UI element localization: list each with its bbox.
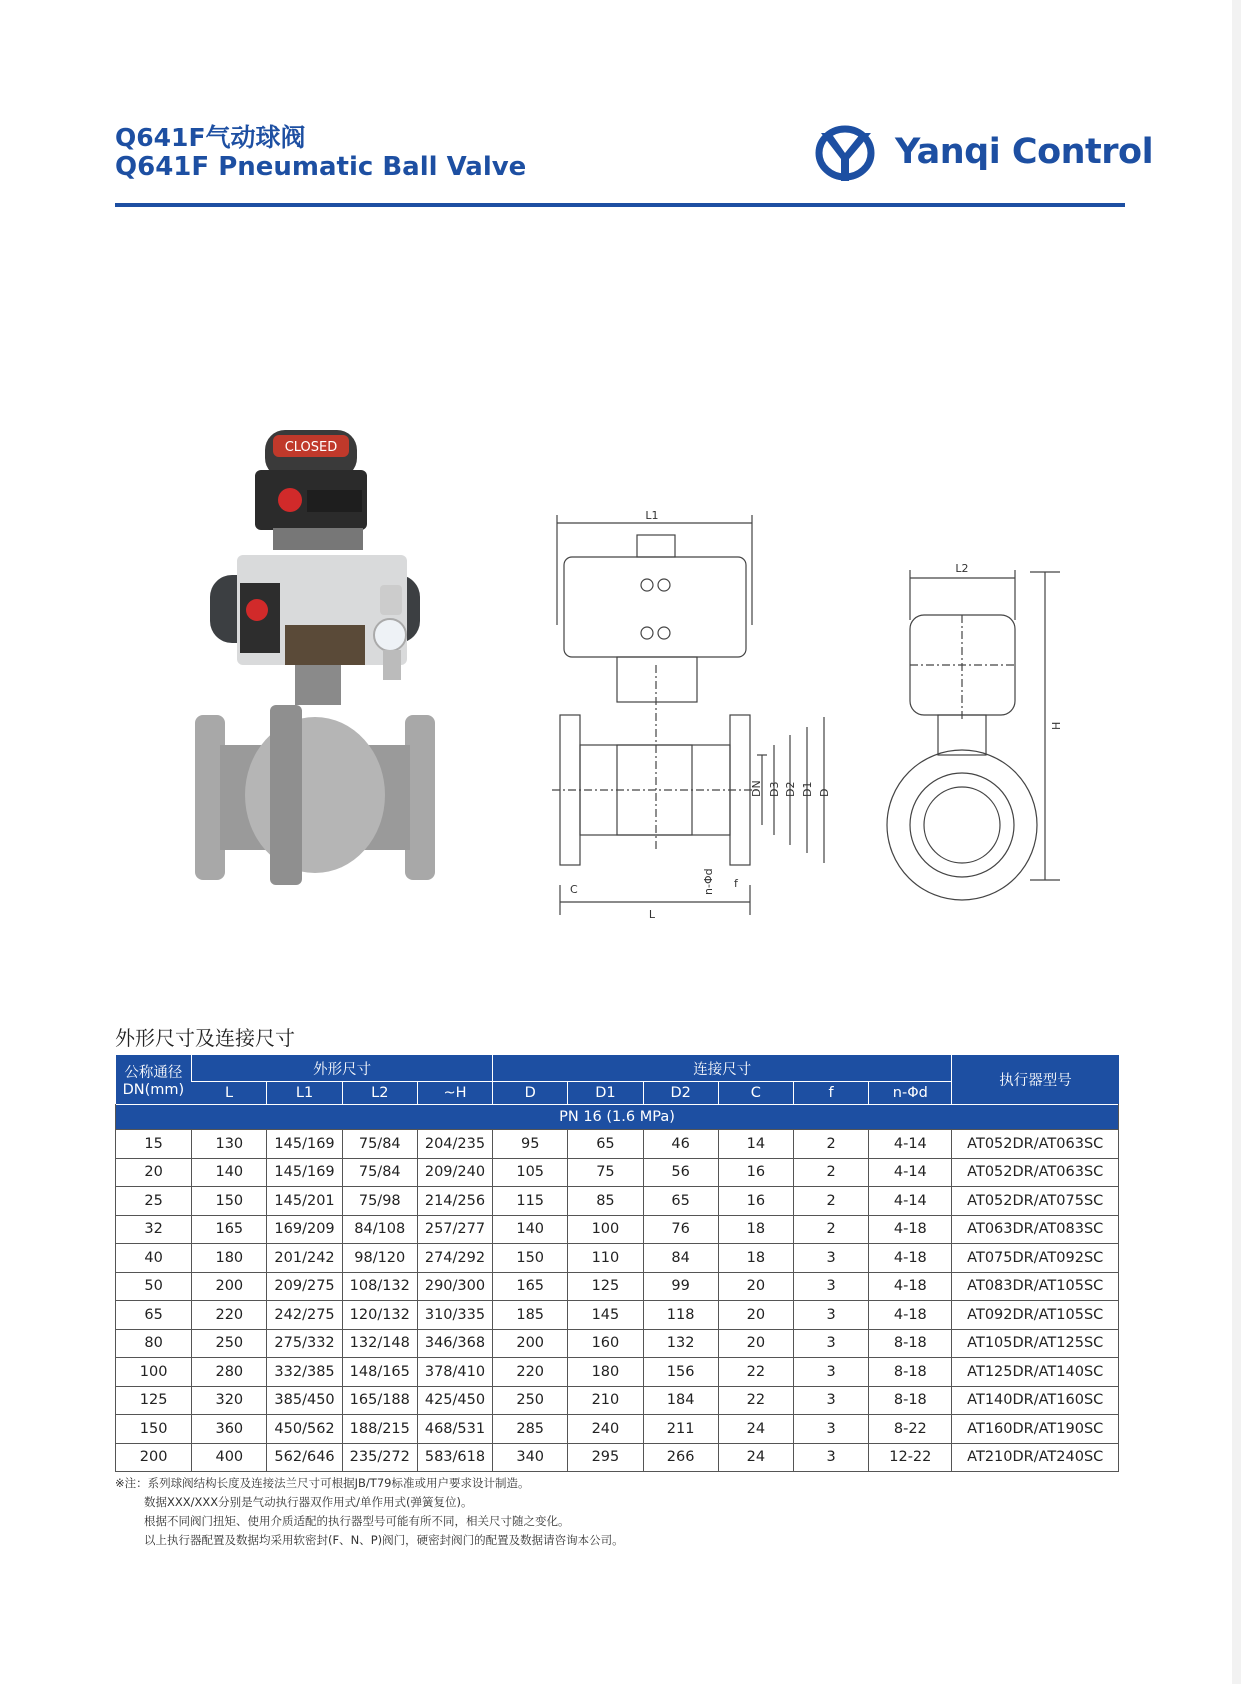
table-cell: 76 xyxy=(643,1215,718,1244)
header-connection-group: 连接尺寸 xyxy=(493,1055,952,1082)
table-cell: 16 xyxy=(718,1187,793,1216)
table-cell: 583/618 xyxy=(417,1443,492,1472)
table-cell: 4-14 xyxy=(869,1158,952,1187)
table-cell: 130 xyxy=(192,1130,267,1159)
table-cell: AT052DR/AT075SC xyxy=(952,1187,1119,1216)
table-cell: 562/646 xyxy=(267,1443,342,1472)
table-cell: 40 xyxy=(116,1244,192,1273)
table-cell: 22 xyxy=(718,1386,793,1415)
table-cell: 32 xyxy=(116,1215,192,1244)
pressure-row: PN 16 (1.6 MPa) xyxy=(116,1105,1119,1130)
table-cell: 180 xyxy=(192,1244,267,1273)
table-cell: 14 xyxy=(718,1130,793,1159)
table-cell: 2 xyxy=(793,1158,868,1187)
table-cell: 240 xyxy=(568,1415,643,1444)
table-cell: 450/562 xyxy=(267,1415,342,1444)
page-title-cn: Q641F气动球阀 xyxy=(115,123,306,152)
table-cell: 3 xyxy=(793,1443,868,1472)
table-cell: 75/84 xyxy=(342,1158,417,1187)
front-view-drawing xyxy=(552,505,852,925)
header-actuator: 执行器型号 xyxy=(952,1055,1119,1105)
table-cell: 20 xyxy=(718,1301,793,1330)
table-cell: 4-18 xyxy=(869,1215,952,1244)
label-d3: D3 xyxy=(768,781,781,797)
table-cell: 3 xyxy=(793,1272,868,1301)
table-cell: 295 xyxy=(568,1443,643,1472)
table-cell: 3 xyxy=(793,1415,868,1444)
table-cell: AT160DR/AT190SC xyxy=(952,1415,1119,1444)
table-cell: 204/235 xyxy=(417,1130,492,1159)
table-cell: AT105DR/AT125SC xyxy=(952,1329,1119,1358)
table-cell: 20 xyxy=(718,1329,793,1358)
table-cell: 15 xyxy=(116,1130,192,1159)
table-row xyxy=(116,1215,1119,1244)
table-cell: AT075DR/AT092SC xyxy=(952,1244,1119,1273)
table-cell: 20 xyxy=(116,1158,192,1187)
table-row xyxy=(116,1272,1119,1301)
table-cell: 180 xyxy=(568,1358,643,1387)
table-cell: AT140DR/AT160SC xyxy=(952,1386,1119,1415)
table-row xyxy=(116,1358,1119,1387)
label-l1: L1 xyxy=(645,509,659,522)
header-dn-label: 公称通径 xyxy=(124,1065,183,1081)
table-cell: 4-18 xyxy=(869,1272,952,1301)
table-cell: 200 xyxy=(116,1443,192,1472)
table-row xyxy=(116,1301,1119,1330)
table-cell: 378/410 xyxy=(417,1358,492,1387)
table-cell: 220 xyxy=(192,1301,267,1330)
table-cell: AT125DR/AT140SC xyxy=(952,1358,1119,1387)
table-cell: 210 xyxy=(568,1386,643,1415)
table-cell: 148/165 xyxy=(342,1358,417,1387)
table-cell: 185 xyxy=(493,1301,568,1330)
table-cell: 165 xyxy=(493,1272,568,1301)
table-cell: AT052DR/AT063SC xyxy=(952,1130,1119,1159)
table-cell: 209/275 xyxy=(267,1272,342,1301)
table-cell: 80 xyxy=(116,1329,192,1358)
table-cell: 400 xyxy=(192,1443,267,1472)
table-cell: 95 xyxy=(493,1130,568,1159)
table-cell: 214/256 xyxy=(417,1187,492,1216)
table-cell: 266 xyxy=(643,1443,718,1472)
table-cell: 184 xyxy=(643,1386,718,1415)
table-cell: AT052DR/AT063SC xyxy=(952,1158,1119,1187)
table-cell: 132/148 xyxy=(342,1329,417,1358)
table-cell: 4-18 xyxy=(869,1301,952,1330)
table-cell: 320 xyxy=(192,1386,267,1415)
label-c: C xyxy=(570,883,578,896)
header-rule xyxy=(115,203,1125,207)
table-cell: 100 xyxy=(568,1215,643,1244)
table-row xyxy=(116,1443,1119,1472)
table-cell: 275/332 xyxy=(267,1329,342,1358)
table-cell: 18 xyxy=(718,1244,793,1273)
table-cell: 188/215 xyxy=(342,1415,417,1444)
table-cell: 150 xyxy=(116,1415,192,1444)
table-cell: 200 xyxy=(493,1329,568,1358)
table-cell: 310/335 xyxy=(417,1301,492,1330)
label-h: H xyxy=(1050,721,1063,730)
table-cell: 84/108 xyxy=(342,1215,417,1244)
table-cell: 3 xyxy=(793,1386,868,1415)
table-cell: 257/277 xyxy=(417,1215,492,1244)
header-outline-group: 外形尺寸 xyxy=(192,1055,493,1082)
table-cell: 2 xyxy=(793,1130,868,1159)
column-header: D xyxy=(493,1082,568,1105)
table-cell: 145/201 xyxy=(267,1187,342,1216)
table-cell: 50 xyxy=(116,1272,192,1301)
note-line: 数据XXX/XXX分别是气动执行器双作用式/单作用式(弹簧复位)。 xyxy=(144,1495,473,1509)
table-cell: 12-22 xyxy=(869,1443,952,1472)
table-cell: 98/120 xyxy=(342,1244,417,1273)
table-cell: 385/450 xyxy=(267,1386,342,1415)
label-d: D xyxy=(818,788,831,797)
header-dn xyxy=(116,1055,192,1105)
table-row xyxy=(116,1158,1119,1187)
page-title-en: Q641F Pneumatic Ball Valve xyxy=(115,152,527,182)
table-cell: 3 xyxy=(793,1301,868,1330)
table-cell: 85 xyxy=(568,1187,643,1216)
note-line: ※注：系列球阀结构长度及连接法兰尺寸可根据JB/T79标准或用户要求设计制造。 xyxy=(115,1476,530,1490)
column-header: D1 xyxy=(568,1082,643,1105)
column-header: ~H xyxy=(417,1082,492,1105)
table-cell: 75/84 xyxy=(342,1130,417,1159)
column-header: C xyxy=(718,1082,793,1105)
table-cell: 274/292 xyxy=(417,1244,492,1273)
table-cell: 110 xyxy=(568,1244,643,1273)
table-cell: 2 xyxy=(793,1187,868,1216)
table-cell: 211 xyxy=(643,1415,718,1444)
table-cell: 165 xyxy=(192,1215,267,1244)
column-header: f xyxy=(793,1082,868,1105)
table-cell: 280 xyxy=(192,1358,267,1387)
table-cell: 8-22 xyxy=(869,1415,952,1444)
table-cell: 22 xyxy=(718,1358,793,1387)
label-d2: D2 xyxy=(784,781,797,797)
table-cell: 120/132 xyxy=(342,1301,417,1330)
table-cell: 65 xyxy=(116,1301,192,1330)
table-cell: 65 xyxy=(643,1187,718,1216)
indicator-label: CLOSED xyxy=(284,440,338,455)
column-header: D2 xyxy=(643,1082,718,1105)
table-cell: 56 xyxy=(643,1158,718,1187)
side-view-drawing xyxy=(870,560,1100,920)
table-cell: 250 xyxy=(192,1329,267,1358)
label-n-phi-d: n-Φd xyxy=(702,868,715,895)
label-dn: DN xyxy=(750,780,763,797)
table-cell: 100 xyxy=(116,1358,192,1387)
header-dn-unit: DN(mm) xyxy=(122,1082,185,1098)
table-cell: 20 xyxy=(718,1272,793,1301)
table-cell: 4-18 xyxy=(869,1244,952,1273)
table-cell: 140 xyxy=(493,1215,568,1244)
table-cell: 250 xyxy=(493,1386,568,1415)
label-f: f xyxy=(734,877,738,890)
brand-name: Yanqi Control xyxy=(895,132,1154,172)
table-cell: 285 xyxy=(493,1415,568,1444)
table-cell: 220 xyxy=(493,1358,568,1387)
column-header: n-Φd xyxy=(869,1082,952,1105)
table-row xyxy=(116,1329,1119,1358)
section-title: 外形尺寸及连接尺寸 xyxy=(115,1026,295,1050)
table-cell: 140 xyxy=(192,1158,267,1187)
table-cell: 105 xyxy=(493,1158,568,1187)
table-cell: 132 xyxy=(643,1329,718,1358)
table-cell: 75/98 xyxy=(342,1187,417,1216)
table-cell: 4-14 xyxy=(869,1187,952,1216)
table-cell: 156 xyxy=(643,1358,718,1387)
table-cell: 360 xyxy=(192,1415,267,1444)
table-cell: 84 xyxy=(643,1244,718,1273)
note-line: 根据不同阀门扭矩、使用介质适配的执行器型号可能有所不同，相关尺寸随之变化。 xyxy=(144,1514,570,1528)
table-cell: AT083DR/AT105SC xyxy=(952,1272,1119,1301)
table-cell: 8-18 xyxy=(869,1358,952,1387)
table-cell: 2 xyxy=(793,1215,868,1244)
table-cell: 468/531 xyxy=(417,1415,492,1444)
table-cell: AT210DR/AT240SC xyxy=(952,1443,1119,1472)
note-line: 以上执行器配置及数据均采用软密封(F、N、P)阀门，硬密封阀门的配置及数据请咨询本公司。 xyxy=(144,1533,624,1547)
table-cell: 290/300 xyxy=(417,1272,492,1301)
table-cell: 16 xyxy=(718,1158,793,1187)
table-row xyxy=(116,1386,1119,1415)
table-cell: 3 xyxy=(793,1244,868,1273)
table-cell: 165/188 xyxy=(342,1386,417,1415)
notes xyxy=(115,1474,624,1550)
table-cell: 160 xyxy=(568,1329,643,1358)
table-cell: 108/132 xyxy=(342,1272,417,1301)
table-cell: 75 xyxy=(568,1158,643,1187)
table-cell: 145 xyxy=(568,1301,643,1330)
table-cell: 235/272 xyxy=(342,1443,417,1472)
label-l2: L2 xyxy=(955,562,969,575)
table-cell: 65 xyxy=(568,1130,643,1159)
label-l: L xyxy=(648,908,656,921)
table-cell: 169/209 xyxy=(267,1215,342,1244)
label-d1: D1 xyxy=(801,781,814,797)
table-cell: 425/450 xyxy=(417,1386,492,1415)
table-cell: 346/368 xyxy=(417,1329,492,1358)
table-cell: 3 xyxy=(793,1329,868,1358)
table-cell: 209/240 xyxy=(417,1158,492,1187)
page-edge xyxy=(1232,0,1241,1684)
table-cell: 201/242 xyxy=(267,1244,342,1273)
table-row xyxy=(116,1244,1119,1273)
table-cell: 3 xyxy=(793,1358,868,1387)
table-cell: 200 xyxy=(192,1272,267,1301)
table-cell: 24 xyxy=(718,1443,793,1472)
column-header: L2 xyxy=(342,1082,417,1105)
table-cell: 46 xyxy=(643,1130,718,1159)
table-cell: 145/169 xyxy=(267,1158,342,1187)
table-cell: 340 xyxy=(493,1443,568,1472)
table-row xyxy=(116,1415,1119,1444)
table-row xyxy=(116,1130,1119,1159)
table-cell: 145/169 xyxy=(267,1130,342,1159)
table-cell: 24 xyxy=(718,1415,793,1444)
table-body xyxy=(116,1105,1119,1472)
table-cell: 118 xyxy=(643,1301,718,1330)
table-cell: 150 xyxy=(493,1244,568,1273)
table-cell: 4-14 xyxy=(869,1130,952,1159)
table-cell: 125 xyxy=(568,1272,643,1301)
table-cell: 332/385 xyxy=(267,1358,342,1387)
table-cell: 99 xyxy=(643,1272,718,1301)
table-cell: 8-18 xyxy=(869,1329,952,1358)
valve-photo xyxy=(195,425,435,920)
table-cell: AT092DR/AT105SC xyxy=(952,1301,1119,1330)
table-cell: 25 xyxy=(116,1187,192,1216)
column-header: L1 xyxy=(267,1082,342,1105)
table-cell: 8-18 xyxy=(869,1386,952,1415)
table-cell: 242/275 xyxy=(267,1301,342,1330)
column-header: L xyxy=(192,1082,267,1105)
table-cell: 150 xyxy=(192,1187,267,1216)
table-cell: 115 xyxy=(493,1187,568,1216)
dimension-table xyxy=(115,1055,1119,1472)
table-cell: 18 xyxy=(718,1215,793,1244)
table-cell: AT063DR/AT083SC xyxy=(952,1215,1119,1244)
table-cell: 125 xyxy=(116,1386,192,1415)
table-row xyxy=(116,1187,1119,1216)
